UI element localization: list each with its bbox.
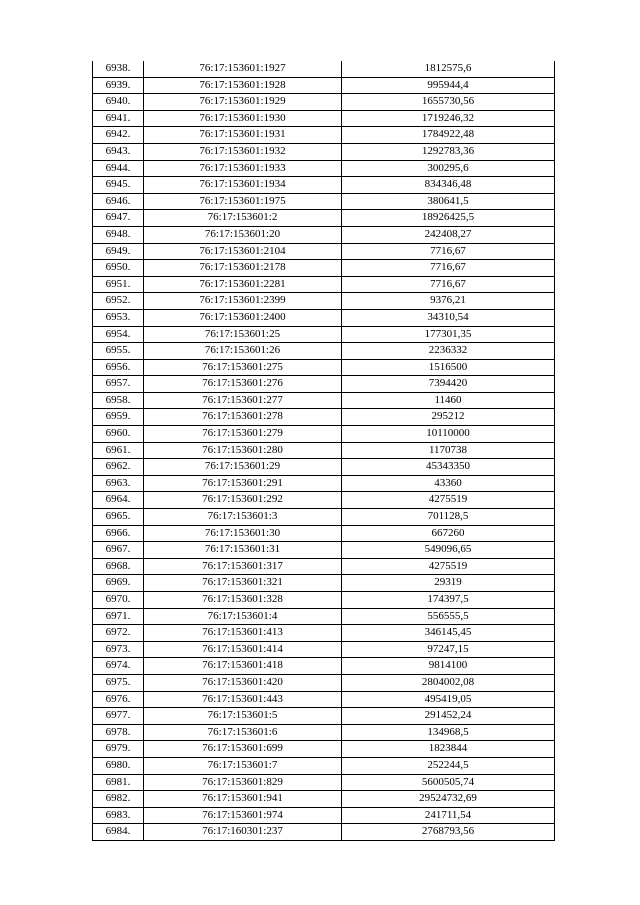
cadastral-value-cell: 1823844: [342, 741, 555, 758]
cadastral-value-cell: 242408,27: [342, 226, 555, 243]
row-number-cell: 6951.: [93, 276, 144, 293]
cadastral-number-cell: 76:17:153601:277: [144, 392, 342, 409]
row-number-cell: 6965.: [93, 509, 144, 526]
cadastral-number-cell: 76:17:153601:1934: [144, 177, 342, 194]
row-number-cell: 6952.: [93, 293, 144, 310]
cadastral-number-cell: 76:17:160301:237: [144, 824, 342, 841]
cadastral-number-cell: 76:17:153601:414: [144, 641, 342, 658]
table-row: [93, 143, 555, 160]
cadastral-number-cell: 76:17:153601:829: [144, 774, 342, 791]
cadastral-value-cell: 34310,54: [342, 309, 555, 326]
row-number-cell: 6945.: [93, 177, 144, 194]
cadastral-number-cell: 76:17:153601:1929: [144, 94, 342, 111]
cadastral-number-cell: 76:17:153601:420: [144, 674, 342, 691]
cadastral-number-cell: 76:17:153601:291: [144, 475, 342, 492]
cadastral-value-cell: 834346,48: [342, 177, 555, 194]
table-row: [93, 226, 555, 243]
table-row: [93, 193, 555, 210]
row-number-cell: 6972.: [93, 625, 144, 642]
table-row: [93, 276, 555, 293]
cadastral-number-cell: 76:17:153601:2178: [144, 260, 342, 277]
cadastral-value-cell: 7716,67: [342, 260, 555, 277]
cadastral-value-cell: 7716,67: [342, 243, 555, 260]
cadastral-value-cell: 2236332: [342, 343, 555, 360]
cadastral-value-cell: 18926425,5: [342, 210, 555, 227]
table-row: [93, 542, 555, 559]
cadastral-value-cell: 7716,67: [342, 276, 555, 293]
table-row: [93, 575, 555, 592]
row-number-cell: 6968.: [93, 558, 144, 575]
table-row: [93, 525, 555, 542]
cadastral-number-cell: 76:17:153601:3: [144, 509, 342, 526]
row-number-cell: 6961.: [93, 442, 144, 459]
cadastral-value-cell: 45343350: [342, 459, 555, 476]
cadastral-number-cell: 76:17:153601:275: [144, 359, 342, 376]
table-row: [93, 359, 555, 376]
cadastral-number-cell: 76:17:153601:1928: [144, 77, 342, 94]
row-number-cell: 6973.: [93, 641, 144, 658]
cadastral-number-cell: 76:17:153601:29: [144, 459, 342, 476]
row-number-cell: 6964.: [93, 492, 144, 509]
cadastral-value-cell: 667260: [342, 525, 555, 542]
row-number-cell: 6955.: [93, 343, 144, 360]
table-row: [93, 426, 555, 443]
cadastral-number-cell: 76:17:153601:280: [144, 442, 342, 459]
table-row: [93, 177, 555, 194]
table-row: [93, 127, 555, 144]
table-row: [93, 326, 555, 343]
cadastral-value-cell: 5600505,74: [342, 774, 555, 791]
cadastral-number-cell: 76:17:153601:2: [144, 210, 342, 227]
cadastral-value-cell: 29524732,69: [342, 791, 555, 808]
cadastral-value-cell: 4275519: [342, 558, 555, 575]
cadastral-value-cell: 4275519: [342, 492, 555, 509]
table-row: [93, 459, 555, 476]
table-row: [93, 293, 555, 310]
cadastral-value-cell: 11460: [342, 392, 555, 409]
cadastral-number-cell: 76:17:153601:443: [144, 691, 342, 708]
cadastral-value-cell: 1812575,6: [342, 61, 555, 77]
table-row: [93, 392, 555, 409]
table-row: [93, 309, 555, 326]
cadastral-number-cell: 76:17:153601:974: [144, 807, 342, 824]
cadastral-value-cell: 29319: [342, 575, 555, 592]
cadastral-number-cell: 76:17:153601:2281: [144, 276, 342, 293]
cadastral-number-cell: 76:17:153601:1975: [144, 193, 342, 210]
table-row: [93, 807, 555, 824]
cadastral-number-cell: 76:17:153601:4: [144, 608, 342, 625]
cadastral-number-cell: 76:17:153601:2400: [144, 309, 342, 326]
cadastral-value-cell: 252244,5: [342, 757, 555, 774]
cadastral-value-cell: 300295,6: [342, 160, 555, 177]
cadastral-number-cell: 76:17:153601:26: [144, 343, 342, 360]
row-number-cell: 6950.: [93, 260, 144, 277]
cadastral-value-cell: 241711,54: [342, 807, 555, 824]
cadastral-value-cell: 291452,24: [342, 708, 555, 725]
table-row: [93, 608, 555, 625]
cadastral-value-cell: 556555,5: [342, 608, 555, 625]
table-row: [93, 757, 555, 774]
row-number-cell: 6967.: [93, 542, 144, 559]
cadastral-number-cell: 76:17:153601:418: [144, 658, 342, 675]
table-row: [93, 791, 555, 808]
table-row: [93, 409, 555, 426]
table-row: [93, 824, 555, 841]
row-number-cell: 6960.: [93, 426, 144, 443]
table-row: [93, 691, 555, 708]
table-row: [93, 475, 555, 492]
row-number-cell: 6941.: [93, 110, 144, 127]
cadastral-number-cell: 76:17:153601:2104: [144, 243, 342, 260]
row-number-cell: 6947.: [93, 210, 144, 227]
row-number-cell: 6957.: [93, 376, 144, 393]
cadastral-value-cell: 43360: [342, 475, 555, 492]
cadastral-value-cell: 174397,5: [342, 592, 555, 609]
cadastral-number-cell: 76:17:153601:292: [144, 492, 342, 509]
cadastral-number-cell: 76:17:153601:278: [144, 409, 342, 426]
row-number-cell: 6966.: [93, 525, 144, 542]
cadastral-value-cell: 1516500: [342, 359, 555, 376]
table-row: [93, 708, 555, 725]
cadastral-number-cell: 76:17:153601:328: [144, 592, 342, 609]
table-row: [93, 641, 555, 658]
row-number-cell: 6963.: [93, 475, 144, 492]
cadastral-number-cell: 76:17:153601:941: [144, 791, 342, 808]
cadastral-value-cell: 9814100: [342, 658, 555, 675]
row-number-cell: 6940.: [93, 94, 144, 111]
cadastral-value-cell: 177301,35: [342, 326, 555, 343]
cadastral-value-table: [92, 61, 555, 841]
cadastral-number-cell: 76:17:153601:1930: [144, 110, 342, 127]
table-row: [93, 77, 555, 94]
row-number-cell: 6971.: [93, 608, 144, 625]
cadastral-number-cell: 76:17:153601:317: [144, 558, 342, 575]
cadastral-number-cell: 76:17:153601:413: [144, 625, 342, 642]
row-number-cell: 6943.: [93, 143, 144, 160]
table-row: [93, 94, 555, 111]
cadastral-number-cell: 76:17:153601:6: [144, 724, 342, 741]
table-row: [93, 110, 555, 127]
cadastral-value-cell: 495419,05: [342, 691, 555, 708]
row-number-cell: 6953.: [93, 309, 144, 326]
cadastral-value-cell: 1784922,48: [342, 127, 555, 144]
cadastral-value-cell: 549096,65: [342, 542, 555, 559]
cadastral-value-cell: 295212: [342, 409, 555, 426]
row-number-cell: 6983.: [93, 807, 144, 824]
cadastral-value-cell: 10110000: [342, 426, 555, 443]
cadastral-value-cell: 134968,5: [342, 724, 555, 741]
table-row: [93, 724, 555, 741]
table-body: [93, 61, 555, 840]
row-number-cell: 6958.: [93, 392, 144, 409]
table-row: [93, 492, 555, 509]
cadastral-number-cell: 76:17:153601:30: [144, 525, 342, 542]
row-number-cell: 6984.: [93, 824, 144, 841]
cadastral-number-cell: 76:17:153601:31: [144, 542, 342, 559]
cadastral-value-cell: 7394420: [342, 376, 555, 393]
cadastral-value-cell: 1170738: [342, 442, 555, 459]
row-number-cell: 6959.: [93, 409, 144, 426]
cadastral-value-cell: 1655730,56: [342, 94, 555, 111]
table-row: [93, 658, 555, 675]
table-row: [93, 625, 555, 642]
cadastral-value-cell: 701128,5: [342, 509, 555, 526]
row-number-cell: 6962.: [93, 459, 144, 476]
row-number-cell: 6954.: [93, 326, 144, 343]
cadastral-value-cell: 995944,4: [342, 77, 555, 94]
cadastral-number-cell: 76:17:153601:1933: [144, 160, 342, 177]
table-row: [93, 210, 555, 227]
table-row: [93, 243, 555, 260]
table-row: [93, 509, 555, 526]
row-number-cell: 6981.: [93, 774, 144, 791]
table-row: [93, 260, 555, 277]
cadastral-number-cell: 76:17:153601:2399: [144, 293, 342, 310]
table-row: [93, 674, 555, 691]
cadastral-number-cell: 76:17:153601:1927: [144, 61, 342, 77]
table-row: [93, 442, 555, 459]
cadastral-number-cell: 76:17:153601:5: [144, 708, 342, 725]
row-number-cell: 6956.: [93, 359, 144, 376]
row-number-cell: 6946.: [93, 193, 144, 210]
table-row: [93, 376, 555, 393]
table-row: [93, 160, 555, 177]
row-number-cell: 6982.: [93, 791, 144, 808]
cadastral-number-cell: 76:17:153601:276: [144, 376, 342, 393]
cadastral-value-cell: 380641,5: [342, 193, 555, 210]
row-number-cell: 6976.: [93, 691, 144, 708]
row-number-cell: 6979.: [93, 741, 144, 758]
cadastral-number-cell: 76:17:153601:321: [144, 575, 342, 592]
row-number-cell: 6977.: [93, 708, 144, 725]
cadastral-value-cell: 1292783,36: [342, 143, 555, 160]
cadastral-number-cell: 76:17:153601:25: [144, 326, 342, 343]
row-number-cell: 6975.: [93, 674, 144, 691]
table-row: [93, 774, 555, 791]
row-number-cell: 6944.: [93, 160, 144, 177]
table-row: [93, 741, 555, 758]
row-number-cell: 6939.: [93, 77, 144, 94]
row-number-cell: 6978.: [93, 724, 144, 741]
row-number-cell: 6969.: [93, 575, 144, 592]
cadastral-value-cell: 97247,15: [342, 641, 555, 658]
cadastral-number-cell: 76:17:153601:1932: [144, 143, 342, 160]
table-row: [93, 592, 555, 609]
row-number-cell: 6938.: [93, 61, 144, 77]
cadastral-value-cell: 2768793,56: [342, 824, 555, 841]
row-number-cell: 6974.: [93, 658, 144, 675]
cadastral-number-cell: 76:17:153601:7: [144, 757, 342, 774]
table-row: [93, 558, 555, 575]
cadastral-value-cell: 346145,45: [342, 625, 555, 642]
row-number-cell: 6970.: [93, 592, 144, 609]
cadastral-number-cell: 76:17:153601:1931: [144, 127, 342, 144]
row-number-cell: 6949.: [93, 243, 144, 260]
row-number-cell: 6948.: [93, 226, 144, 243]
cadastral-value-cell: 1719246,32: [342, 110, 555, 127]
cadastral-value-cell: 9376,21: [342, 293, 555, 310]
cadastral-value-cell: 2804002,08: [342, 674, 555, 691]
cadastral-number-cell: 76:17:153601:20: [144, 226, 342, 243]
cadastral-number-cell: 76:17:153601:699: [144, 741, 342, 758]
row-number-cell: 6942.: [93, 127, 144, 144]
cadastral-number-cell: 76:17:153601:279: [144, 426, 342, 443]
table-row: [93, 343, 555, 360]
table-row: [93, 61, 555, 77]
row-number-cell: 6980.: [93, 757, 144, 774]
